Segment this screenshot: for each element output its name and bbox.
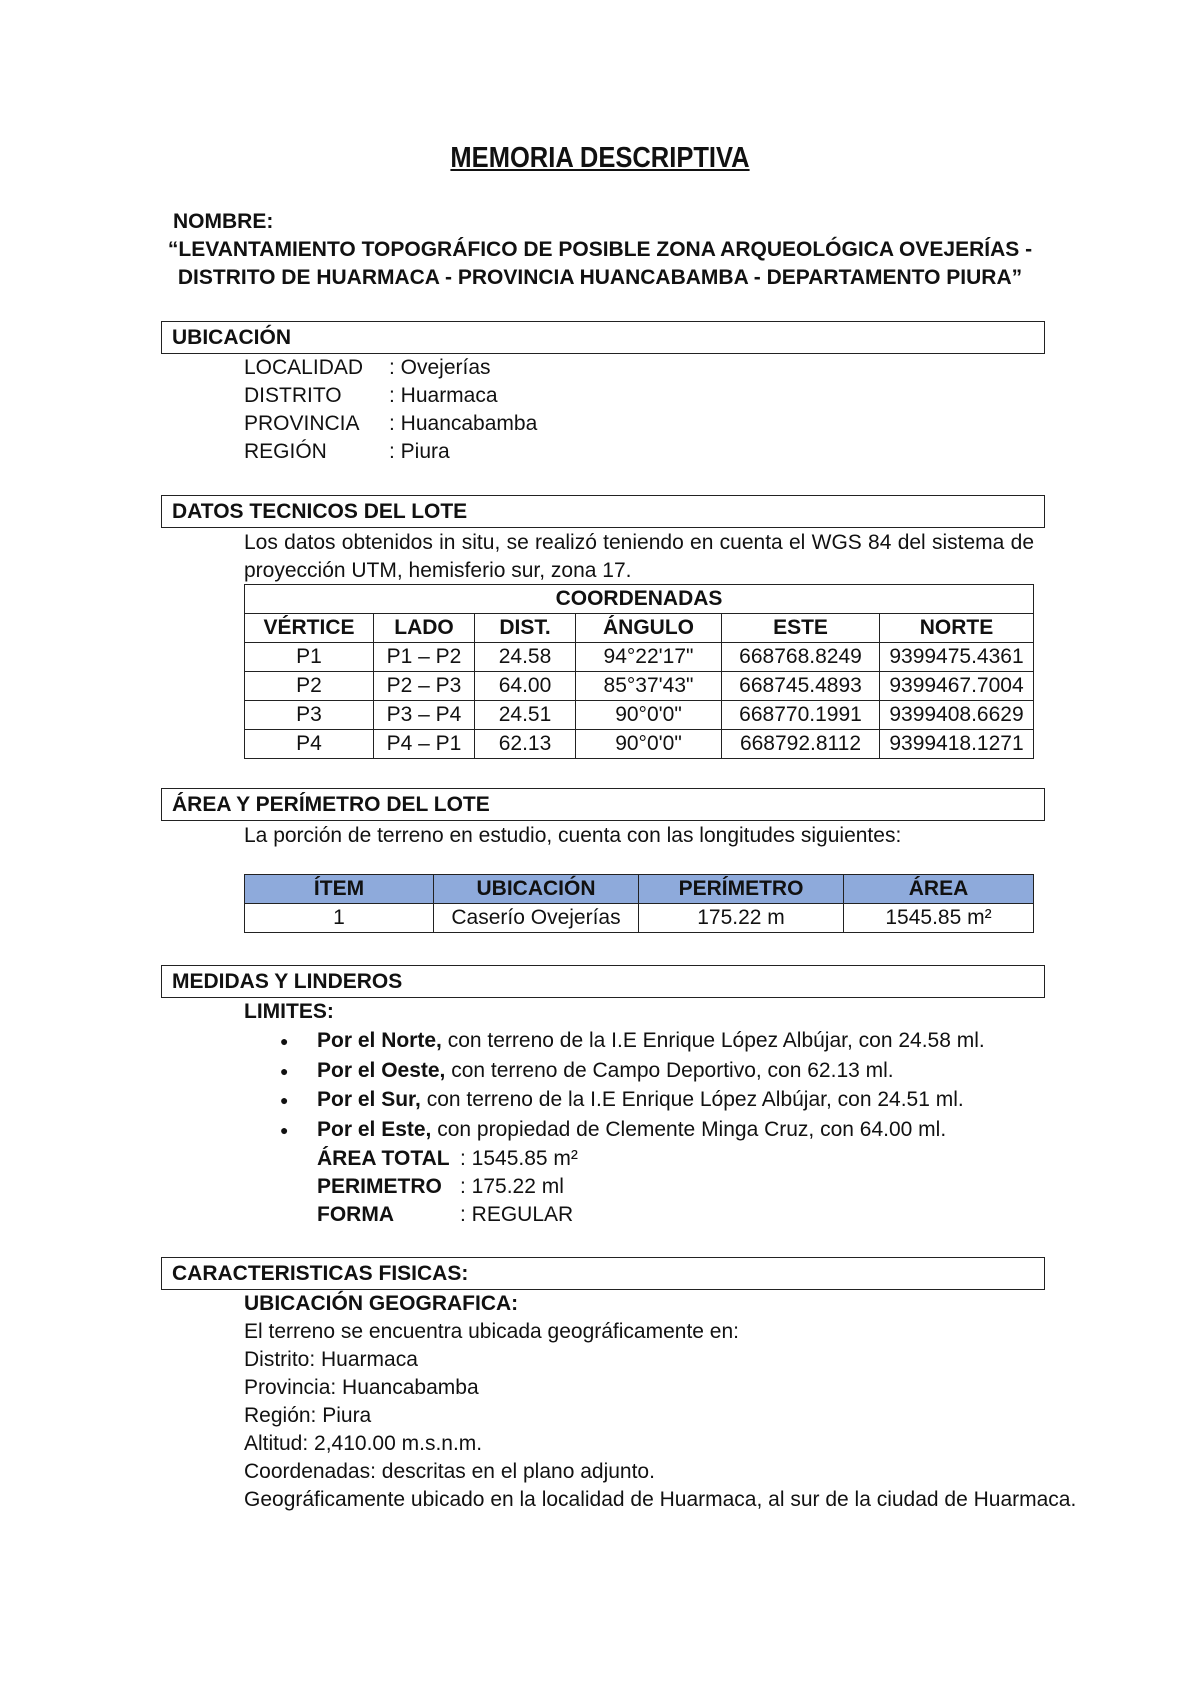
table-cell: P1 – P2: [374, 643, 475, 672]
column-header: ESTE: [722, 614, 880, 643]
limits-list: [244, 1029, 1044, 1147]
table-row: [245, 730, 1034, 759]
geo-line: El terreno se encuentra ubicada geográficamente en:: [244, 1320, 739, 1343]
location-row: [244, 384, 498, 408]
table-cell: 62.13: [475, 730, 576, 759]
location-value: : Huarmaca: [389, 384, 498, 407]
limit-direction: Por el Este,: [317, 1117, 432, 1141]
datos-paragraph-line-2: proyección UTM, hemisferio sur, zona 17.: [244, 559, 632, 582]
list-item: [244, 1088, 1044, 1118]
project-name-line-2: DISTRITO DE HUARMACA - PROVINCIA HUANCABAMBA - DEPARTAMENTO PIURA”: [177, 266, 1023, 289]
section-heading: MEDIDAS Y LINDEROS: [172, 970, 403, 993]
coordinates-table: [244, 584, 1034, 759]
column-header: DIST.: [475, 614, 576, 643]
column-header: ÁREA: [844, 875, 1034, 904]
table-cell: 668745.4893: [722, 672, 880, 701]
summary-row: [317, 1203, 573, 1227]
section-heading: ÁREA Y PERÍMETRO DEL LOTE: [172, 793, 490, 816]
table-cell: 9399418.1271: [880, 730, 1034, 759]
table-cell: 1: [245, 904, 434, 933]
table-cell: 90°0'0": [576, 701, 722, 730]
table-cell: P2: [245, 672, 374, 701]
column-header: VÉRTICE: [245, 614, 374, 643]
location-label: PROVINCIA: [244, 412, 360, 435]
section-caracteristicas: [161, 1257, 1045, 1290]
table-cell: 24.51: [475, 701, 576, 730]
table-cell: 9399408.6629: [880, 701, 1034, 730]
table-cell: 94°22'17": [576, 643, 722, 672]
table-row: [245, 904, 1034, 933]
table-cell: 668768.8249: [722, 643, 880, 672]
location-label: LOCALIDAD: [244, 356, 364, 379]
list-item: [244, 1118, 1044, 1148]
column-header: ÁNGULO: [576, 614, 722, 643]
ubicacion-geografica-label: UBICACIÓN GEOGRAFICA:: [244, 1292, 519, 1315]
table-row: [245, 643, 1034, 672]
table-cell: 85°37'43": [576, 672, 722, 701]
section-area-perimetro: [161, 788, 1045, 821]
section-heading: UBICACIÓN: [172, 326, 291, 349]
summary-row: [317, 1175, 564, 1199]
summary-label: FORMA: [317, 1203, 394, 1226]
location-label: REGIÓN: [244, 440, 327, 463]
table-cell: 9399475.4361: [880, 643, 1034, 672]
coordinates-table-title: COORDENADAS: [245, 585, 1034, 614]
section-heading: CARACTERISTICAS FISICAS:: [172, 1262, 469, 1285]
table-cell: 175.22 m: [639, 904, 844, 933]
table-cell: P4 – P1: [374, 730, 475, 759]
location-value: : Piura: [389, 440, 450, 463]
geo-line: Distrito: Huarmaca: [244, 1348, 418, 1371]
table-cell: P1: [245, 643, 374, 672]
column-header: NORTE: [880, 614, 1034, 643]
table-cell: P2 – P3: [374, 672, 475, 701]
summary-value: : 175.22 ml: [460, 1175, 564, 1198]
limites-label: LIMITES:: [244, 1000, 334, 1023]
table-cell: Caserío Ovejerías: [434, 904, 639, 933]
table-cell: P3: [245, 701, 374, 730]
location-row: [244, 356, 491, 380]
location-row: [244, 412, 537, 436]
limit-text: con propiedad de Clemente Minga Cruz, con 64.00 ml.: [431, 1117, 947, 1141]
area-header-row: [245, 875, 1034, 904]
datos-paragraph-line-1: Los datos obtenidos in situ, se realizó teniendo en cuenta el WGS 84 del sistema de: [244, 531, 1034, 554]
table-row: [245, 701, 1034, 730]
column-header: LADO: [374, 614, 475, 643]
table-cell: 64.00: [475, 672, 576, 701]
summary-label: ÁREA TOTAL: [317, 1147, 450, 1170]
column-header: ÍTEM: [245, 875, 434, 904]
location-label: DISTRITO: [244, 384, 342, 407]
section-datos-tecnicos: [161, 495, 1045, 528]
location-value: : Huancabamba: [389, 412, 538, 435]
table-cell: P3 – P4: [374, 701, 475, 730]
area-table: [244, 874, 1034, 933]
section-ubicacion: [161, 321, 1045, 354]
limit-direction: Por el Oeste,: [317, 1058, 446, 1082]
list-item: [244, 1059, 1044, 1089]
project-name-line-1: “LEVANTAMIENTO TOPOGRÁFICO DE POSIBLE ZONA ARQUEOLÓGICA OVEJERÍAS -: [167, 238, 1033, 261]
column-header: UBICACIÓN: [434, 875, 639, 904]
limit-text: con terreno de la I.E Enrique López Albújar, con 24.51 ml.: [420, 1088, 964, 1111]
summary-label: PERIMETRO: [317, 1175, 442, 1198]
section-medidas-linderos: [161, 965, 1045, 998]
location-row: [244, 440, 450, 464]
table-cell: 9399467.7004: [880, 672, 1034, 701]
summary-value: : 1545.85 m²: [460, 1147, 578, 1170]
geo-line: Región: Piura: [244, 1404, 372, 1427]
geo-line: Provincia: Huancabamba: [244, 1376, 479, 1399]
section-heading: DATOS TECNICOS DEL LOTE: [172, 500, 468, 523]
table-row: [245, 672, 1034, 701]
summary-row: [317, 1147, 578, 1171]
summary-value: : REGULAR: [460, 1203, 574, 1226]
table-cell: 1545.85 m²: [844, 904, 1034, 933]
geo-line: Geográficamente ubicado en la localidad de Huarmaca, al sur de la ciudad de Huarmaca.: [244, 1488, 1077, 1511]
area-paragraph: La porción de terreno en estudio, cuenta con las longitudes siguientes:: [244, 824, 902, 847]
document-title: MEMORIA DESCRIPTIVA: [450, 142, 750, 174]
table-cell: 24.58: [475, 643, 576, 672]
geo-line: Coordenadas: descritas en el plano adjunto.: [244, 1460, 655, 1483]
table-cell: 668770.1991: [722, 701, 880, 730]
nombre-label: NOMBRE:: [173, 210, 274, 233]
table-cell: 668792.8112: [722, 730, 880, 759]
table-cell: P4: [245, 730, 374, 759]
limit-text: con terreno de la I.E Enrique López Albújar, con 24.58 ml.: [441, 1029, 985, 1052]
column-header: PERÍMETRO: [639, 875, 844, 904]
geo-line: Altitud: 2,410.00 m.s.n.m.: [244, 1432, 483, 1455]
coordinates-header-row: [245, 614, 1034, 643]
limit-text: con terreno de Campo Deportivo, con 62.13 ml.: [445, 1058, 894, 1082]
limit-direction: Por el Norte,: [317, 1029, 442, 1052]
limit-direction: Por el Sur,: [317, 1088, 421, 1111]
list-item: [244, 1029, 1044, 1059]
table-cell: 90°0'0": [576, 730, 722, 759]
location-value: : Ovejerías: [389, 356, 491, 379]
